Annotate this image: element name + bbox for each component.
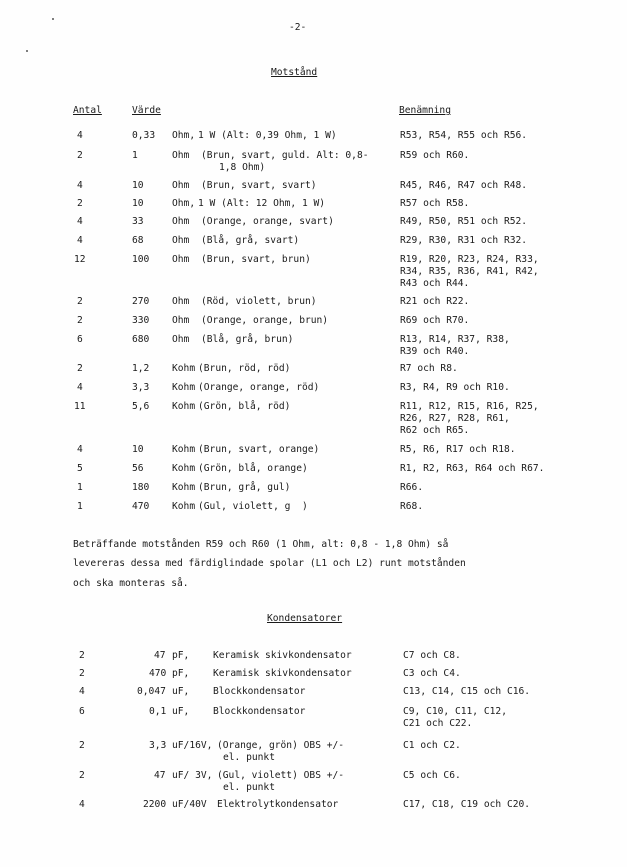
designation-cell: R3, R4, R9 och R10. — [400, 382, 510, 393]
designation-cell: R69 och R70. — [400, 315, 470, 326]
description-cell: (Brun, svart, brun) — [201, 254, 311, 265]
unit-cell: pF, — [172, 668, 190, 679]
scan-speck — [26, 50, 28, 52]
value-cell: 180 — [132, 482, 150, 493]
designation-cell: R26, R27, R28, R61, — [400, 413, 510, 424]
description-cell: 1 W (Alt: 0,39 Ohm, 1 W) — [198, 130, 337, 141]
qty-cell: 4 — [77, 216, 83, 227]
qty-cell: 2 — [79, 770, 85, 781]
unit-cell: Kohm — [172, 363, 196, 374]
qty-cell: 2 — [79, 668, 85, 679]
description-cell: (Brun, svart, orange) — [198, 444, 320, 455]
qty-cell: 4 — [77, 382, 83, 393]
unit-cell: Kohm — [172, 482, 196, 493]
value-cell: 330 — [132, 315, 150, 326]
designation-cell: C13, C14, C15 och C16. — [403, 686, 531, 697]
description-cell: (Orange, grön) OBS +/- — [217, 740, 345, 751]
scan-speck — [52, 18, 54, 20]
description-cell: (Gul, violett, g ) — [198, 501, 308, 512]
qty-cell: 2 — [79, 650, 85, 661]
designation-cell: R49, R50, R51 och R52. — [400, 216, 528, 227]
qty-cell: 4 — [77, 130, 83, 141]
qty-cell: 1 — [77, 501, 83, 512]
unit-cell: Kohm — [172, 401, 196, 412]
value-cell: 3,3 — [132, 382, 150, 393]
value-cell: 100 — [132, 254, 150, 265]
description-cell: (Brun, svart, svart) — [201, 180, 317, 191]
description-cell: (Blå, grå, svart) — [201, 235, 300, 246]
unit-cell: Ohm — [172, 235, 190, 246]
designation-cell: C1 och C2. — [403, 740, 461, 751]
description-cell: (Orange, orange, svart) — [201, 216, 334, 227]
description-cell: Blockkondensator — [213, 706, 306, 717]
description-cell: (Grön, blå, orange) — [198, 463, 308, 474]
description-cell: 1 W (Alt: 12 Ohm, 1 W) — [198, 198, 326, 209]
unit-cell: Kohm — [172, 501, 196, 512]
unit-cell: Ohm — [172, 254, 190, 265]
description-cell: (Orange, orange, röd) — [198, 382, 320, 393]
designation-cell: R34, R35, R36, R41, R42, — [400, 266, 539, 277]
designation-cell: R39 och R40. — [400, 346, 470, 357]
qty-cell: 6 — [79, 706, 85, 717]
unit-cell: Kohm — [172, 444, 196, 455]
unit-cell: Ohm, — [172, 198, 196, 209]
qty-cell: 1 — [77, 482, 83, 493]
page-number: -2- — [289, 22, 307, 33]
description-cell: (Orange, orange, brun) — [201, 315, 329, 326]
unit-cell: uF, — [172, 686, 190, 697]
value-cell: 680 — [132, 334, 150, 345]
description-cell: (Brun, röd, röd) — [198, 363, 291, 374]
description-cell: Blockkondensator — [213, 686, 306, 697]
designation-cell: C5 och C6. — [403, 770, 461, 781]
designation-cell: R21 och R22. — [400, 296, 470, 307]
value-cell: 0,047 — [137, 686, 166, 697]
description-cell: (Brun, svart, guld. Alt: 0,8- — [201, 150, 369, 161]
designation-cell: R5, R6, R17 och R18. — [400, 444, 516, 455]
designation-cell: R53, R54, R55 och R56. — [400, 130, 528, 141]
unit-cell: Kohm — [172, 463, 196, 474]
qty-cell: 2 — [77, 296, 83, 307]
resistors-heading: Motstånd — [271, 67, 318, 78]
value-cell: 68 — [132, 235, 144, 246]
qty-cell: 12 — [74, 254, 86, 265]
value-cell: 10 — [132, 198, 144, 209]
designation-cell: R19, R20, R23, R24, R33, — [400, 254, 539, 265]
qty-cell: 4 — [77, 235, 83, 246]
designation-cell: C17, C18, C19 och C20. — [403, 799, 531, 810]
designation-cell: R13, R14, R37, R38, — [400, 334, 510, 345]
qty-cell: 2 — [79, 740, 85, 751]
designation-cell: R7 och R8. — [400, 363, 458, 374]
unit-cell: Ohm — [172, 180, 190, 191]
value-cell: 10 — [132, 444, 144, 455]
description-cell: 1,8 Ohm) — [219, 162, 266, 173]
qty-cell: 5 — [77, 463, 83, 474]
unit-cell: uF/40V — [172, 799, 207, 810]
column-header-value: Värde — [132, 105, 161, 116]
capacitors-heading: Kondensatorer — [267, 613, 343, 624]
value-cell: 470 — [149, 668, 167, 679]
designation-cell: C7 och C8. — [403, 650, 461, 661]
value-cell: 1 — [132, 150, 138, 161]
designation-cell: R68. — [400, 501, 424, 512]
description-cell: (Brun, grå, gul) — [198, 482, 291, 493]
value-cell: 270 — [132, 296, 150, 307]
designation-cell: R43 och R44. — [400, 278, 470, 289]
value-cell: 5,6 — [132, 401, 150, 412]
description-cell: el. punkt — [223, 752, 275, 763]
designation-cell: R59 och R60. — [400, 150, 470, 161]
value-cell: 2200 — [143, 799, 167, 810]
unit-cell: Ohm — [172, 296, 190, 307]
value-cell: 470 — [132, 501, 150, 512]
designation-cell: R66. — [400, 482, 424, 493]
value-cell: 56 — [132, 463, 144, 474]
note-line: och ska monteras så. — [73, 578, 189, 589]
unit-cell: Ohm — [172, 216, 190, 227]
qty-cell: 4 — [77, 180, 83, 191]
description-cell: (Röd, violett, brun) — [201, 296, 317, 307]
designation-cell: C3 och C4. — [403, 668, 461, 679]
column-header-qty: Antal — [73, 105, 102, 116]
designation-cell: R11, R12, R15, R16, R25, — [400, 401, 539, 412]
qty-cell: 2 — [77, 198, 83, 209]
description-cell: Elektrolytkondensator — [217, 799, 339, 810]
value-cell: 1,2 — [132, 363, 150, 374]
designation-cell: R1, R2, R63, R64 och R67. — [400, 463, 545, 474]
unit-cell: uF, — [172, 706, 190, 717]
designation-cell: R45, R46, R47 och R48. — [400, 180, 528, 191]
value-cell: 33 — [132, 216, 144, 227]
value-cell: 47 — [154, 650, 166, 661]
unit-cell: Ohm — [172, 334, 190, 345]
description-cell: (Grön, blå, röd) — [198, 401, 291, 412]
description-cell: Keramisk skivkondensator — [213, 650, 352, 661]
qty-cell: 2 — [77, 315, 83, 326]
description-cell: Keramisk skivkondensator — [213, 668, 352, 679]
note-line: Beträffande motstånden R59 och R60 (1 Ohm, alt: 0,8 - 1,8 Ohm) så — [73, 539, 449, 550]
description-cell: el. punkt — [223, 782, 275, 793]
unit-cell: pF, — [172, 650, 190, 661]
value-cell: 3,3 — [149, 740, 167, 751]
designation-cell: C9, C10, C11, C12, — [403, 706, 507, 717]
unit-cell: Ohm — [172, 150, 190, 161]
qty-cell: 2 — [77, 150, 83, 161]
column-header-designation: Benämning — [399, 105, 451, 116]
value-cell: 10 — [132, 180, 144, 191]
unit-cell: Ohm — [172, 315, 190, 326]
qty-cell: 6 — [77, 334, 83, 345]
value-cell: 0,1 — [149, 706, 167, 717]
unit-cell: uF/16V, — [172, 740, 213, 751]
value-cell: 0,33 — [132, 130, 156, 141]
designation-cell: C21 och C22. — [403, 718, 473, 729]
designation-cell: R29, R30, R31 och R32. — [400, 235, 528, 246]
qty-cell: 4 — [79, 799, 85, 810]
qty-cell: 11 — [74, 401, 86, 412]
qty-cell: 4 — [77, 444, 83, 455]
unit-cell: uF/ 3V, — [172, 770, 213, 781]
note-line: levereras dessa med färdiglindade spolar (L1 och L2) runt motstånden — [73, 558, 466, 569]
designation-cell: R62 och R65. — [400, 425, 470, 436]
designation-cell: R57 och R58. — [400, 198, 470, 209]
description-cell: (Blå, grå, brun) — [201, 334, 294, 345]
value-cell: 47 — [154, 770, 166, 781]
qty-cell: 4 — [79, 686, 85, 697]
description-cell: (Gul, violett) OBS +/- — [217, 770, 345, 781]
qty-cell: 2 — [77, 363, 83, 374]
unit-cell: Kohm — [172, 382, 196, 393]
unit-cell: Ohm, — [172, 130, 196, 141]
